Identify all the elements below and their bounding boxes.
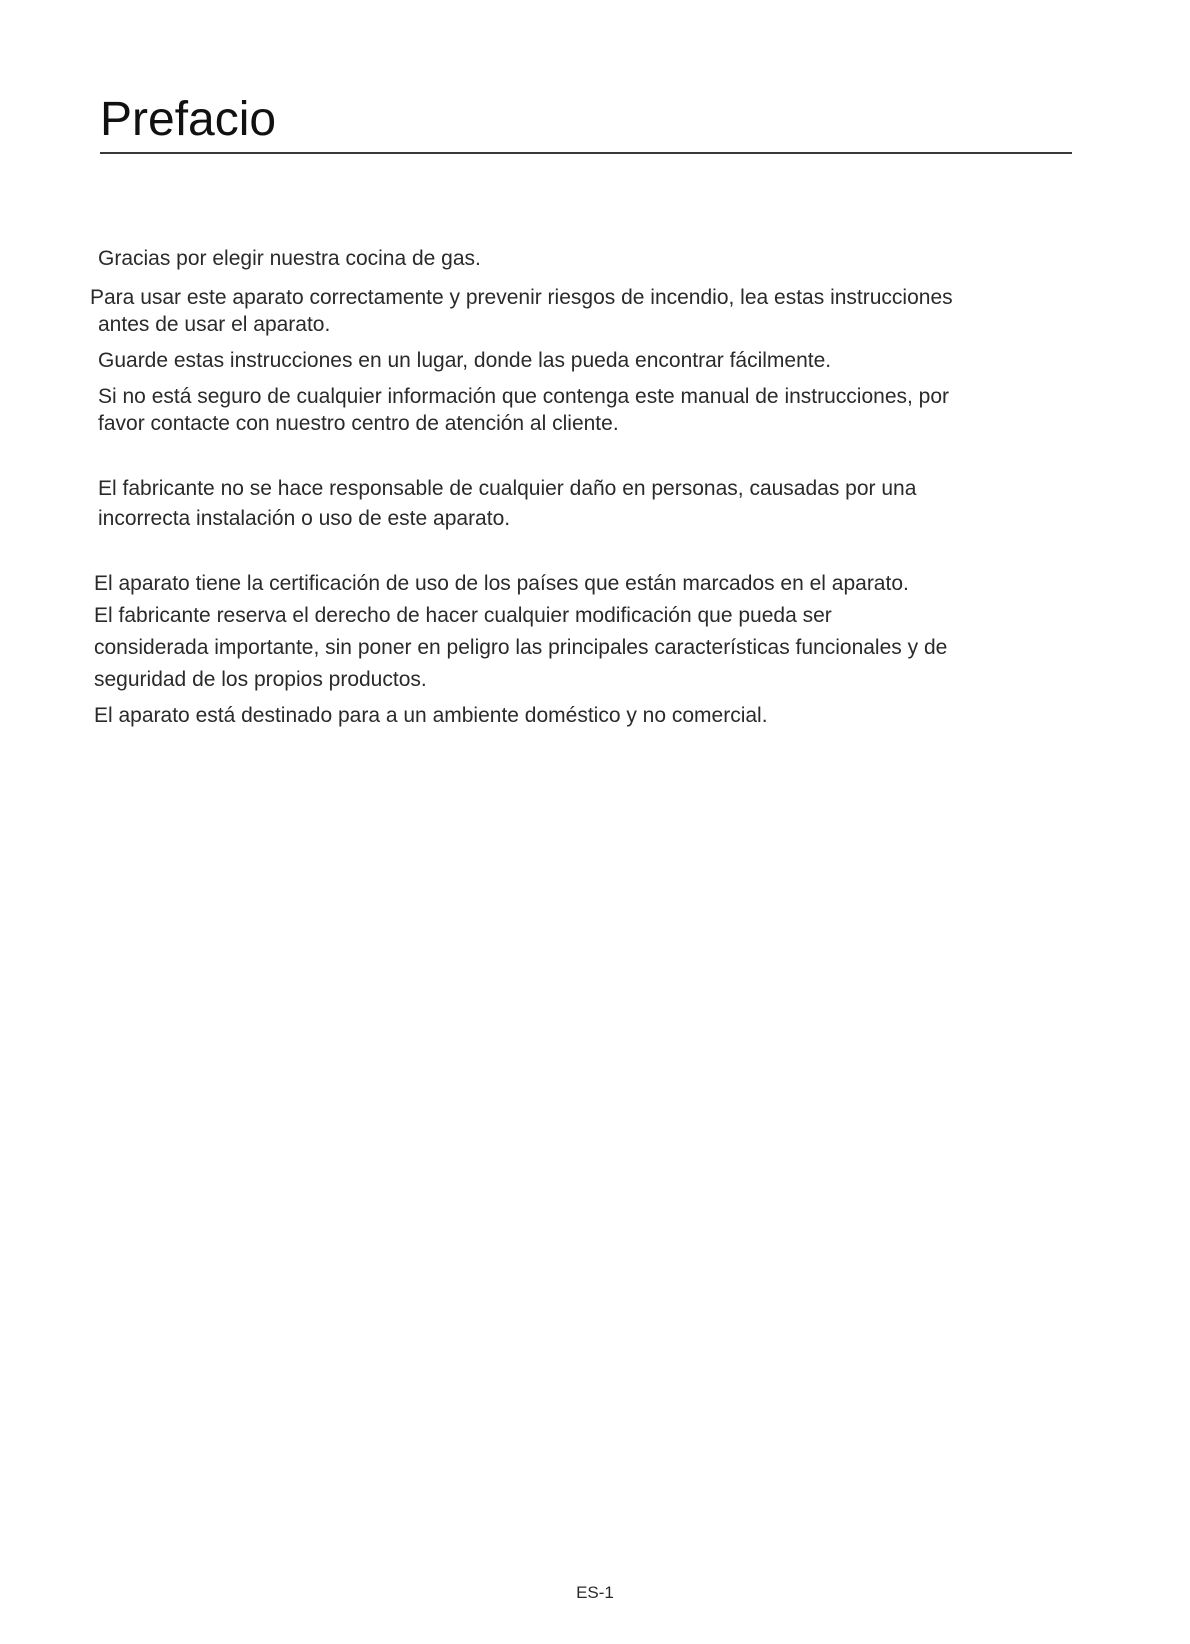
paragraph-modification-line-1: El fabricante reserva el derecho de hacer cualquier modificación que pueda ser — [94, 604, 832, 627]
paragraph-customer-service-line-1: Si no está seguro de cualquier información que contenga este manual de instrucciones, por — [98, 385, 950, 408]
paragraph-liability-line-2: incorrecta instalación o uso de este aparato. — [98, 507, 511, 530]
title-divider — [100, 152, 1072, 154]
paragraph-usage-line-2: antes de usar el aparato. — [98, 313, 331, 336]
paragraph-modification-line-3: seguridad de los propios productos. — [94, 668, 427, 691]
paragraph-thanks: Gracias por elegir nuestra cocina de gas. — [98, 247, 481, 270]
paragraph-modification-line-2: considerada importante, sin poner en peligro las principales características funcionales y de — [94, 636, 948, 659]
paragraph-keep-instructions: Guarde estas instrucciones en un lugar, donde las pueda encontrar fácilmente. — [98, 349, 832, 372]
paragraph-liability-line-1: El fabricante no se hace responsable de cualquier daño en personas, causadas por una — [98, 477, 917, 500]
paragraph-domestic-use: El aparato está destinado para a un ambiente doméstico y no comercial. — [94, 704, 768, 727]
paragraph-certification: El aparato tiene la certificación de uso de los países que están marcados en el aparato. — [94, 572, 909, 595]
page-title: Prefacio — [100, 93, 277, 146]
paragraph-usage-line-1: Para usar este aparato correctamente y prevenir riesgos de incendio, lea estas instrucciones — [90, 286, 953, 309]
page-number: ES-1 — [576, 1583, 614, 1602]
paragraph-customer-service-line-2: favor contacte con nuestro centro de atención al cliente. — [98, 412, 619, 435]
